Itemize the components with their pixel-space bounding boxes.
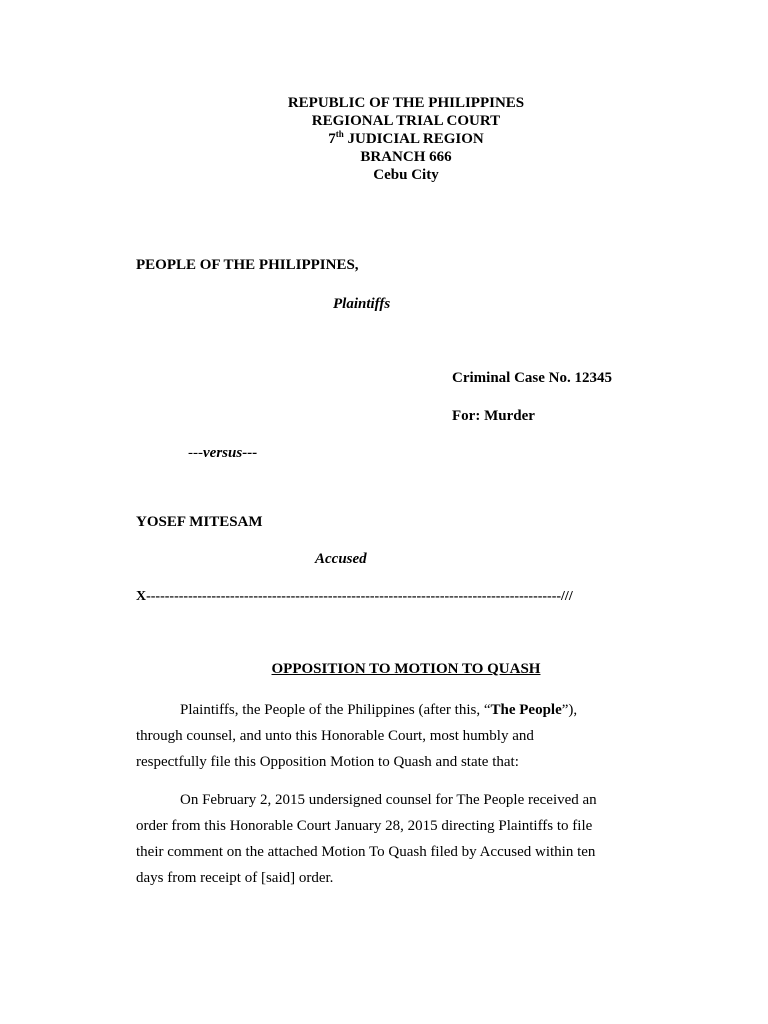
header-region (0, 130, 768, 148)
header-republic: REPUBLIC OF THE PHILIPPINES (287, 95, 525, 111)
versus-word: versus (203, 445, 243, 461)
paragraph-1-line-2: through counsel, and unto this Honorable Court, most humbly and (136, 728, 534, 744)
paragraph-1-bold: The People (490, 702, 562, 718)
court-header (0, 94, 768, 184)
paragraph-1 (136, 697, 676, 775)
separator-text: X-----------------------------------------------------------------------------------------/// (136, 589, 573, 604)
paragraph-2-line-4: days from receipt of [said] order. (136, 870, 334, 886)
header-region-number: 7 (328, 131, 336, 147)
paragraph-2-line-3: their comment on the attached Motion To Quash filed by Accused within ten (136, 844, 596, 860)
paragraph-1-line-3: respectfully file this Opposition Motion to Quash and state that: (136, 754, 519, 770)
paragraph-1-line-1 (136, 697, 676, 723)
paragraph-2 (136, 787, 676, 891)
header-court: REGIONAL TRIAL COURT (311, 113, 501, 129)
caption-separator (136, 589, 573, 605)
header-region-suffix: th (335, 129, 344, 139)
case-number: Criminal Case No. 12345 (452, 370, 612, 386)
versus-prefix: --- (188, 445, 203, 461)
plaintiff-name: PEOPLE OF THE PHILIPPINES, (136, 257, 359, 273)
paragraph-1-text-b: ”), (561, 702, 578, 718)
paragraph-2-line-2: order from this Honorable Court January 28, 2015 directing Plaintiffs to file (136, 818, 593, 834)
document-title: OPPOSITION TO MOTION TO QUASH (271, 661, 541, 677)
header-city: Cebu City (373, 167, 439, 183)
paragraph-2-text-1: On February 2, 2015 undersigned counsel for The People received an (180, 792, 597, 808)
accused-name: YOSEF MITESAM (136, 514, 263, 530)
plaintiff-role: Plaintiffs (333, 296, 391, 312)
header-branch: BRANCH 666 (360, 149, 452, 165)
versus-line (188, 445, 257, 462)
paragraph-1-text-a: Plaintiffs, the People of the Philippines (after this, “ (180, 702, 491, 718)
paragraph-2-line-1 (136, 787, 676, 813)
header-region-text: JUDICIAL REGION (343, 131, 484, 147)
versus-suffix: --- (242, 445, 258, 461)
case-offense: For: Murder (452, 408, 535, 424)
accused-role: Accused (315, 551, 367, 567)
